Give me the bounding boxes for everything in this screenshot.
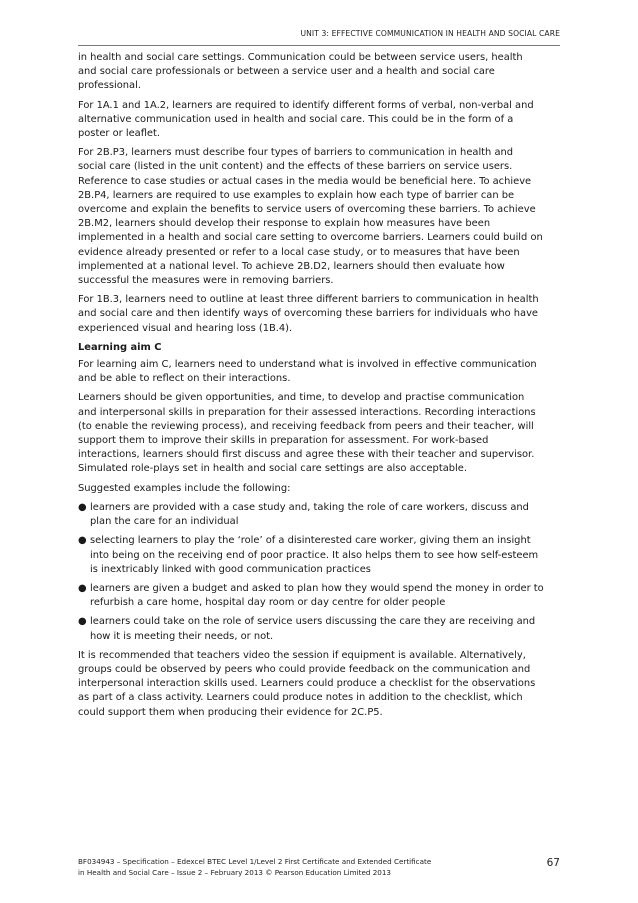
list-item-text: learners could take on the role of service users discussing the care they are receiving and how it is meeting their needs, or not. [90, 616, 536, 642]
running-header: UNIT 3: EFFECTIVE COMMUNICATION IN HEALTH AND SOCIAL CARE [300, 29, 560, 38]
list-item [78, 501, 544, 529]
paragraph-1a: For 1A.1 and 1A.2, learners are required to identify different forms of verbal, non-verbal and alternative communication used in health and social care. This could be in the form of a poster or leaflet. [78, 99, 534, 140]
examples-list [78, 501, 544, 644]
list-item-text: learners are given a budget and asked to plan how they would spend the money in order to refurbish a care home, hospital day room or day centre for older people [90, 582, 544, 609]
paragraph-opportunities: Learners should be given opportunities, and time, to develop and practise communication and interpersonal skills in preparation for their assessed interactions. Recording interactions (to enable the reviewing process), and receiving feedback from peers and their teacher, will support them to improve their skills in preparation for assessment. For work-based interactions, learners should first discuss and agree these with their teacher and supervisor. Simulated role-plays set in health and social care settings are also acceptable. [78, 392, 536, 475]
heading-learning-aim-c: Learning aim C [78, 341, 162, 353]
list-item [78, 582, 544, 610]
footer-line-2: in Health and Social Care – Issue 2 – February 2013 © Pearson Education Limited 2013 [78, 867, 392, 877]
bullet-icon: ● [78, 616, 87, 628]
paragraph-examples-intro: Suggested examples include the following: [78, 482, 291, 494]
paragraph-recommendation: It is recommended that teachers video the session if equipment is available. Alternatively, groups could be observed by peers who could provide feedback on the communication and interpersonal interaction skills used. Learners could produce a checklist for the observations as part of a class activity. Learners could produce notes in addition to the checklist, which could support them when producing their evidence for 2C.P5. [78, 649, 536, 718]
list-item [78, 615, 544, 643]
page-number: 67 [546, 857, 560, 869]
page-body [78, 51, 544, 725]
bullet-icon: ● [78, 582, 87, 594]
paragraph-aim-c: For learning aim C, learners need to understand what is involved in effective communication and be able to reflect on their interactions. [78, 359, 537, 385]
bullet-icon: ● [78, 535, 87, 547]
footer-line-1: BF034943 – Specification – Edexcel BTEC Level 1/Level 2 First Certificate and Extended Certificate [78, 857, 432, 866]
list-item-text: selecting learners to play the ‘role’ of a disinterested care worker, giving them an insight into being on the receiving end of poor practice. It also helps them to see how self-esteem is inextricably linked with good communication practices [90, 535, 539, 575]
footer [78, 857, 560, 878]
paragraph-intro: in health and social care settings. Communication could be between service users, health and social care professionals or between a service user and a health and social care professional. [78, 52, 523, 92]
header-rule [78, 45, 560, 46]
paragraph-1b: For 1B.3, learners need to outline at least three different barriers to communication in health and social care and then identify ways of overcoming these barriers for individuals who have experienced visual and hearing loss (1B.4). [78, 294, 539, 334]
bullet-icon: ● [78, 501, 87, 513]
list-item-text: learners are provided with a case study and, taking the role of care workers, discuss and plan the care for an individual [90, 501, 529, 528]
paragraph-2b: For 2B.P3, learners must describe four types of barriers to communication in health and social care (listed in the unit content) and the effects of these barriers on service users. Reference to case studies or actual cases in the media would be beneficial here. To achieve 2B.P4, learners are required to use examples to explain how each type of barrier can be overcome and explain the benefits to service users of overcoming these barriers. To achieve 2B.M2, learners should develop their response to explain how measures have been implemented in a health and social care setting to overcome barriers. Learners could build on evidence already presented or refer to a local case study, or to measures that have been implemented at a national level. To achieve 2B.D2, learners should then evaluate how successful the measures were in removing barriers. [78, 147, 543, 287]
list-item [78, 534, 544, 577]
